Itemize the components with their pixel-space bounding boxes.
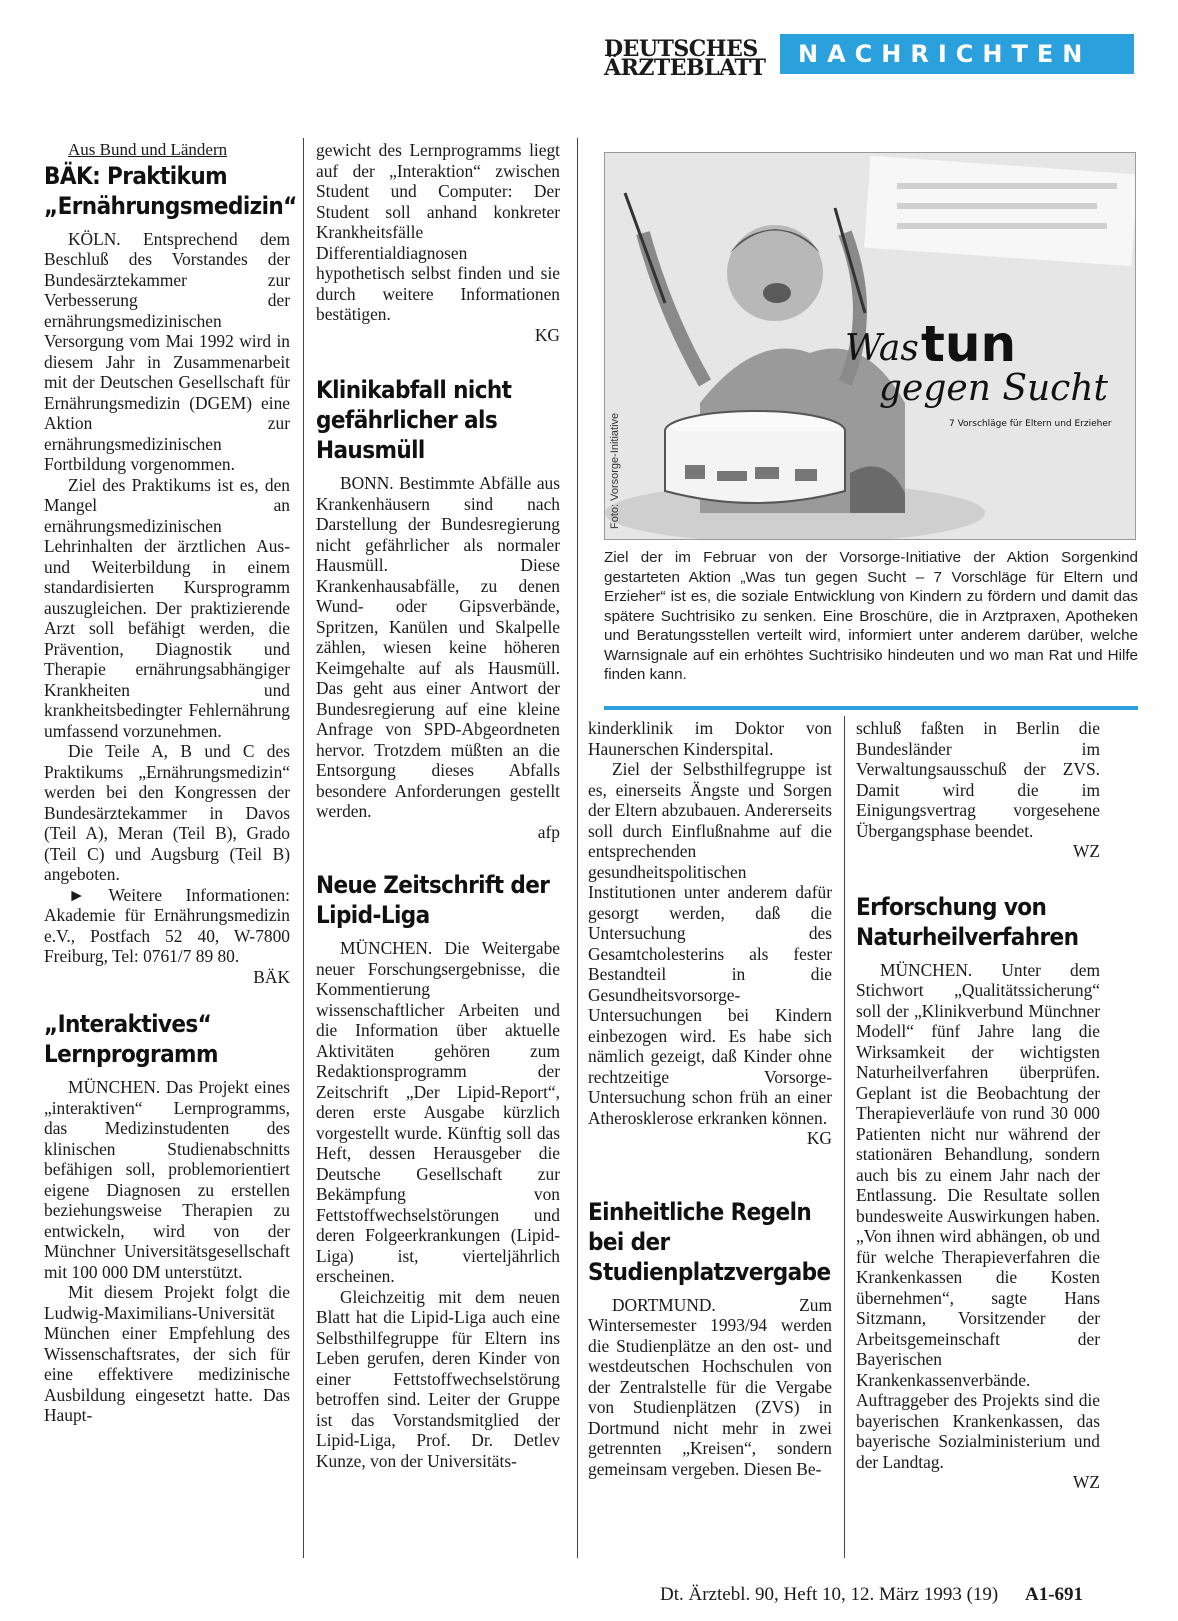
author-signature: KG — [534, 324, 560, 345]
photo-drumming-child — [604, 152, 1136, 540]
paragraph: Ziel der Selbsthilfegruppe ist es, einerseits Ängste und Sorgen der Eltern abzubauen. Andererseits soll durch Einflußnahme auf die entsprechenden gesundheitspolitischen Institutionen unter anderem dafür gesorgt werden, daß die Untersuchung des Gesamtcholesterins als fester Bestandteil in die Gesundheitsvorsorge-Untersuchungen bei Kindern einbezogen wird. Es habe sich nämlich gezeigt, daß Kinder ohne rechtzeitige Vorsorge-Untersuchung schon früh an einer Atherosklerose erkranken können. — [588, 759, 832, 1128]
footer-citation: Dt. Ärztebl. 90, Heft 10, 12. März 1993 (19) — [660, 1584, 999, 1605]
masthead-line1: DEUTSCHES — [604, 36, 758, 62]
column-2 — [316, 140, 560, 1471]
paragraph: MÜNCHEN. Das Projekt eines „interaktiven“ Lernprogramms, das Medizinstudenten des klinischen Studienabschnitts befähigen soll, problemorientiert eigene Diagnosen zu erstellen beziehungsweise Therapien zu entwickeln, wird von der Münchner Universitätsgesellschaft mit 100 000 DM unterstützt. — [44, 1077, 290, 1282]
column-divider — [303, 138, 304, 1558]
paragraph: schluß faßten in Berlin die Bundesländer im Verwaltungsausschuß der ZVS. Damit wird die im Einigungsvertrag vorgesehene Übergangsphase beendet. — [856, 718, 1100, 841]
author-signature: KG — [806, 1128, 832, 1148]
paragraph: Gleichzeitig mit dem neuen Blatt hat die Lipid-Liga auch eine Selbsthilfegruppe für Eltern ins Leben gerufen, deren Kinder von einer Fettstoffwechselstörung betroffen sind. Leiter der Gruppe ist das Vorstandsmitglied der Lipid-Liga, Prof. Dr. Detlev Kunze, von der Universitäts- — [316, 1286, 560, 1471]
paragraph: BONN. Bestimmte Abfälle aus Krankenhäusern sind nach Darstellung der Bundesregierung nicht gefährlicher als normaler Hausmüll. Diese Krankenhausabfälle, zu denen Wund- oder Gipsverbände, Spritzen, Kanülen und Skalpelle zählen, wiesen keine höheren Keimgehalte auf als Hausmüll. Das geht aus einer Antwort der Bundesregierung auf eine kleine Anfrage von SPD-Abgeordneten hervor. Trotzdem müßten an die Entsorgung dieses Abfalls besondere Anforderungen gestellt werden. — [316, 473, 560, 821]
photo-caption: Ziel der im Februar von der Vorsorge-Initiative der Aktion Sorgenkind gestarteten Aktion „Was tun gegen Sucht – 7 Vorschläge für Eltern und Erzieher“ ist es, die soziale Entwicklung von Kindern zu fördern und damit das spätere Suchtrisiko zu senken. Eine Broschüre, die in Arztpraxen, Apotheken und Beratungsstellen verteilt wird, informiert unter anderem darüber, welche Warnsignale auf ein erhöhtes Suchtrisiko hindeuten und wo man Rat und Hilfe finden kann. — [604, 549, 1138, 683]
paragraph: Mit diesem Projekt folgt die Ludwig-Maximilians-Universität München einer Empfehlung des Wissenschaftsrates, der sich für eine effektivere medizinische Ausbildung eingesetzt hatte. Das Haupt- — [44, 1282, 290, 1425]
headline-studienplatzvergabe: Einheitliche Regeln bei der Studienplatzvergabe — [588, 1197, 831, 1286]
paragraph: kinderklinik im Doktor von Haunerschen Kinderspital. — [588, 718, 832, 759]
section-badge: NACHRICHTEN — [780, 34, 1134, 74]
overlay-gegen-sucht: gegen Sucht — [879, 368, 1108, 409]
masthead — [604, 36, 766, 81]
overlay-tun: tun — [921, 315, 1017, 373]
footer — [660, 1584, 1083, 1606]
photo-credit: Foto: Vorsorge-Initiative — [609, 412, 621, 529]
paragraph: gewicht des Lernprogramms liegt auf der „Interaktion“ zwischen Student und Computer: Der Student soll anhand konkreter Krankheitsfälle Differentialdiagnosen hypothetisch selbst finden und sie durch weitere Informationen bestätigen. — [316, 140, 560, 324]
headline-lernprogramm: „Interaktives“ Lernprogramm — [44, 1010, 218, 1068]
page-number: A1-691 — [1024, 1584, 1084, 1605]
paragraph: ► Weitere Informationen: Akademie für Ernährungsmedizin e.V., Postfach 52 40, W-7800 Freiburg, Tel: 0761/7 89 80. — [44, 884, 290, 966]
author-signature: BÄK — [253, 966, 290, 987]
column-divider — [577, 138, 578, 1558]
paragraph: Die Teile A, B und C des Praktikums „Ernährungsmedizin“ werden bei den Kongressen der Bundesärztekammer in Davos (Teil A), Meran (Teil B), Grado (Teil C) und Augsburg (Teil B) angeboten. — [44, 741, 290, 884]
kicker: Aus Bund und Ländern — [68, 140, 228, 159]
column-4 — [856, 718, 1100, 1493]
paragraph: KÖLN. Entsprechend dem Beschluß des Vorstandes der Bundesärztekammer zur Verbesserung der ernährungsmedizinischen Versorgung vom Mai 1992 wird in diesem Jahr in Zusammenarbeit mit der Deutschen Gesellschaft für Ernährungsmedizin (DGEM) eine Aktion zur ernährungsmedizinischen Fortbildung vorgenommen. — [44, 228, 290, 474]
headline-klinikabfall: Klinikabfall nicht gefährlicher als Hausmüll — [316, 376, 512, 464]
paragraph: MÜNCHEN. Unter dem Stichwort „Qualitätssicherung“ soll der „Klinikverbund Münchner Modell“ fünf Jahre lang die Wirksamkeit der wichtigsten Naturheilverfahren überprüfen. Geplant ist die Beobachtung der Therapieverläufe von rund 30 000 Patienten nicht nur während der stationären Behandlung, sondern auch bis zu einem Jahr nach der Entlassung. Die Resultate sollen bundesweite Auswirkungen haben. „Von ihnen wird abhängen, ob und für welche Therapieverfahren die Krankenkassen die Kosten übernehmen“, sagte Hans Sitzmann, Vorsitzender der Arbeitsgemeinschaft der Bayerischen Krankenkassenverbände. Auftraggeber des Projekts sind die bayerischen Krankenkassen, das bayerische Sozialministerium und der Landtag. — [856, 959, 1100, 1472]
divider-bar — [604, 706, 1138, 710]
author-signature: WZ — [1072, 841, 1100, 861]
author-signature: WZ — [1072, 1472, 1100, 1492]
column-1 — [44, 140, 297, 1426]
masthead-line2: ÄRZTEBLATT — [604, 55, 766, 81]
overlay-subtitle: 7 Vorschläge für Eltern und Erzieher — [949, 419, 1112, 429]
column-3 — [588, 718, 832, 1479]
author-signature: afp — [537, 821, 560, 842]
headline-lipid-liga: Neue Zeitschrift der Lipid-Liga — [316, 871, 550, 929]
paragraph: DORTMUND. Zum Wintersemester 1993/94 werden die Studienplätze an den ost- und westdeutschen Hochschulen von der Zentralstelle für die Vergabe von Studienplätzen (ZVS) in Dortmund nicht mehr in zwei getrennten „Kreisen“, sondern gemeinsam vergeben. Diesen Be- — [588, 1294, 832, 1479]
headline-praktikum: BÄK: Praktikum „Ernährungsmedizin“ — [44, 161, 297, 220]
paragraph: Ziel des Praktikums ist es, den Mangel an ernährungsmedizinischen Lehrinhalten der ärztlichen Aus- und Weiterbildung in einem standardisierten Kursprogramm auszugleichen. Der praktizierende Arzt soll befähigt werden, die Prävention, Diagnostik und Therapie ernährungsabhängiger Krankheiten und krankheitsbedingter Fehlernährung umfassend vorzunehmen. — [44, 474, 290, 741]
paragraph: MÜNCHEN. Die Weitergabe neuer Forschungsergebnisse, die Kommentierung wissenschaftlicher Arbeiten und die Information über aktuelle Aktivitäten gehören zum Redaktionsprogramm der Zeitschrift „Der Lipid-Report“, deren erste Ausgabe kürzlich vorgestellt wurde. Künftig soll das Heft, dessen Herausgeber die Deutsche Gesellschaft zur Bekämpfung von Fettstoffwechselstörungen und deren Folgeerkrankungen (Lipid-Liga) ist, vierteljährlich erscheinen. — [316, 938, 560, 1286]
headline-naturheilverfahren: Erforschung von Naturheilverfahren — [856, 892, 1079, 951]
column-divider — [844, 716, 845, 1558]
overlay-was: Was — [845, 328, 919, 369]
